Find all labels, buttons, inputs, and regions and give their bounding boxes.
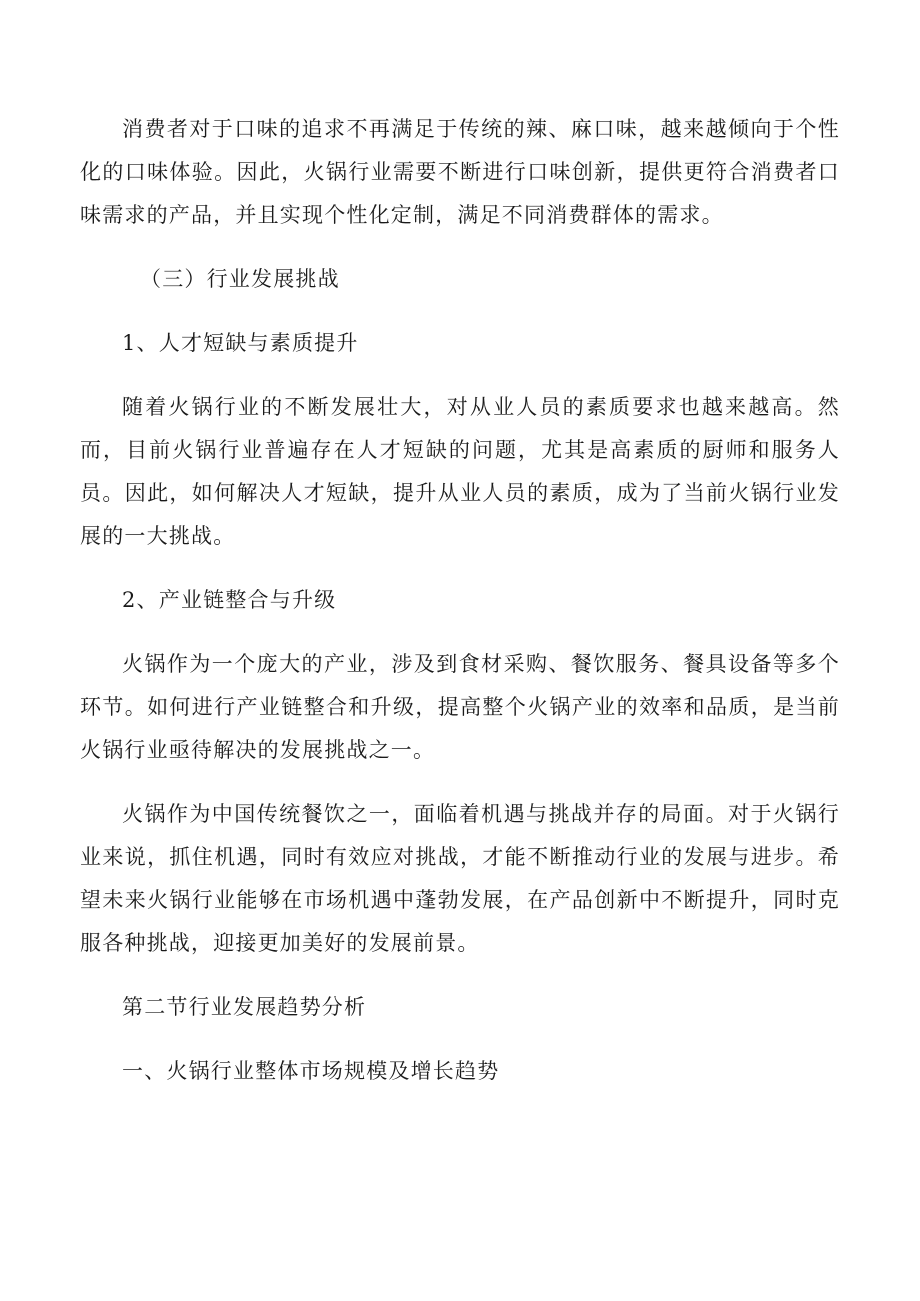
heading-industry-chain: 2、产业链整合与升级 — [122, 588, 337, 612]
paragraph-conclusion: 火锅作为中国传统餐饮之一，面临着机遇与挑战并存的局面。对于火锅行业来说，抓住机遇，同时有效应对挑战，才能不断推动行业的发展与进步。希望未来火锅行业能够在市场机遇中蓬勃发展，在产品创新中不断提升，同时克服各种挑战，迎接更加美好的发展前景。 — [80, 802, 840, 955]
paragraph-talent-shortage: 随着火锅行业的不断发展壮大，对从业人员的素质要求也越来越高。然而，目前火锅行业普遍存在人才短缺的问题，尤其是高素质的厨师和服务人员。因此，如何解决人才短缺，提升从业人员的素质，成为了当前火锅行业发展的一大挑战。 — [80, 395, 840, 548]
document-body — [80, 108, 840, 1114]
heading-section-two: 第二节行业发展趋势分析 — [122, 995, 367, 1019]
heading-market-size: 一、火锅行业整体市场规模及增长趋势 — [122, 1059, 500, 1083]
paragraph-industry-chain: 火锅作为一个庞大的产业，涉及到食材采购、餐饮服务、餐具设备等多个环节。如何进行产业链整合和升级，提高整个火锅产业的效率和品质，是当前火锅行业亟待解决的发展挑战之一。 — [80, 652, 840, 762]
heading-talent-shortage: 1、人才短缺与素质提升 — [122, 331, 359, 355]
paragraph-taste-innovation: 消费者对于口味的追求不再满足于传统的辣、麻口味，越来越倾向于个性化的口味体验。因此，火锅行业需要不断进行口味创新，提供更符合消费者口味需求的产品，并且实现个性化定制，满足不同消费群体的需求。 — [80, 117, 840, 227]
heading-industry-challenges: （三）行业发展挑战 — [140, 267, 340, 291]
